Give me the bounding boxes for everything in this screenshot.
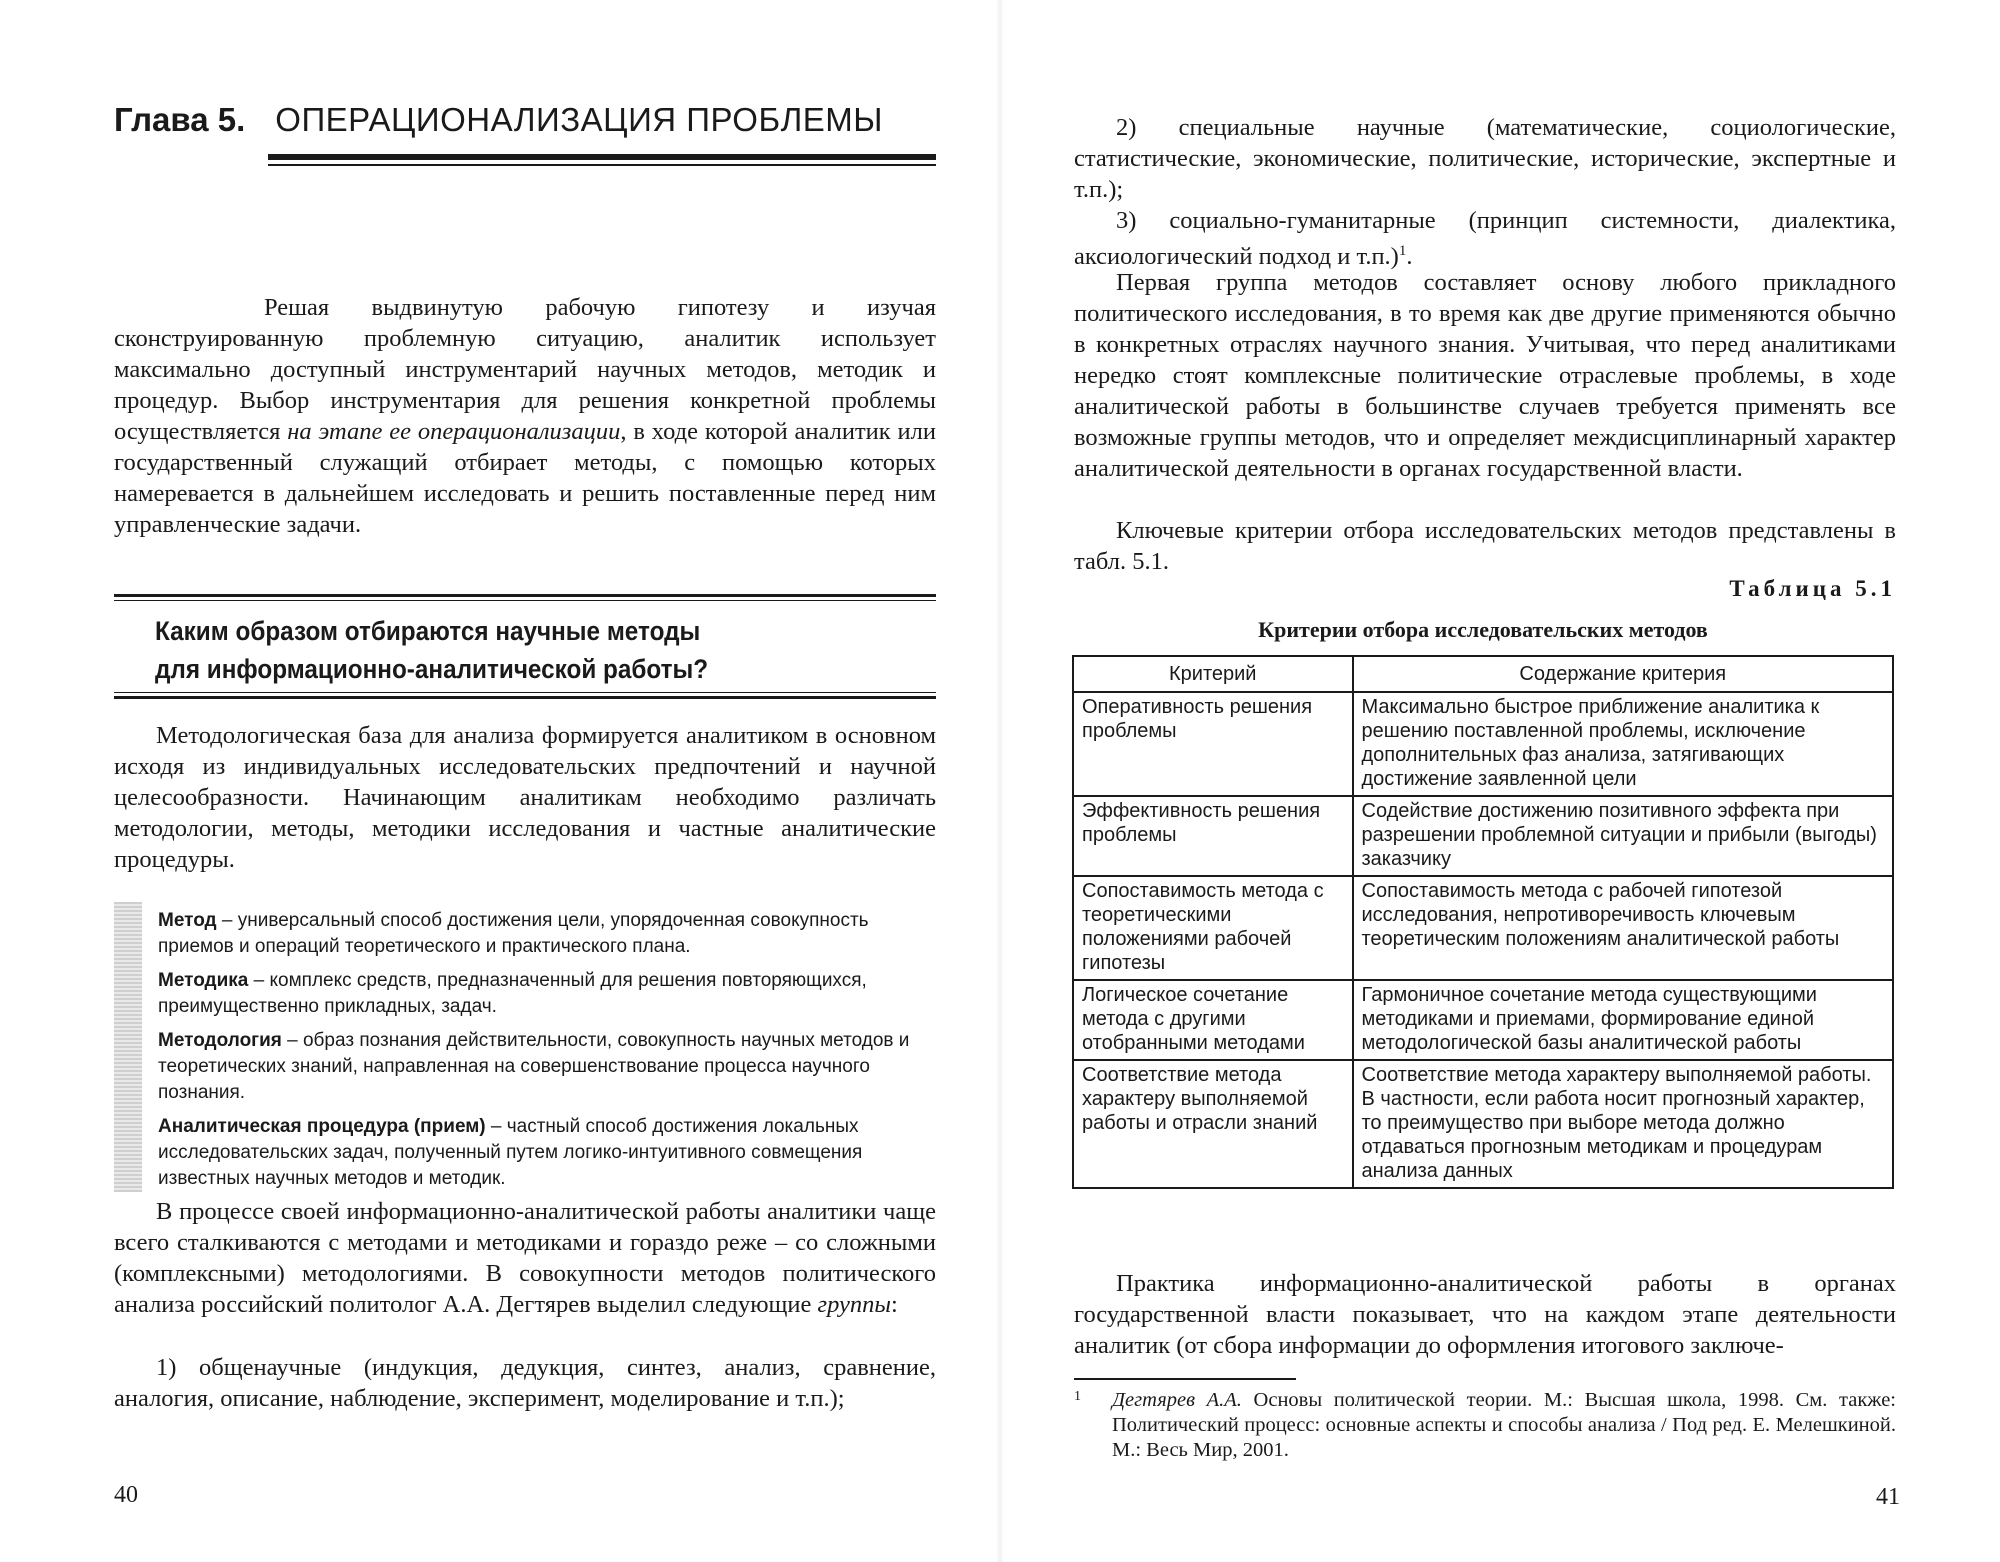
definition-text: – образ познания действительности, совокупность научных методов и теоретических знаний, направленная на совершенствование процесса научного познания. [158,1030,910,1103]
groups-text-b: : [890,1291,898,1318]
definition-term: Метод [158,910,217,931]
table-cell-content: Соответствие метода характеру выполняемой работы. В частности, если работа носит прогнозный характер, то преимущество при выборе метода должно отдаваться прогнозным методикам и процедурам анализа данных [1353,1060,1894,1188]
section-rule-bottom-thick [114,696,936,699]
list-item-general: 1) общенаучные (индукция, дедукция, синтез, анализ, сравнение, аналогия, описание, наблюдение, эксперимент, моделирование и т.п.); [114,1354,936,1412]
table-cell-content: Содействие достижению позитивного эффекта при разрешении проблемной ситуации и прибыли (выгоды) заказчику [1353,796,1894,876]
definition-text: – универсальный способ достижения цели, упорядоченная совокупность приемов и операций теоретического и практического плана. [158,910,869,957]
methodology-paragraph: Методологическая база для анализа формируется аналитиком в основном исходя из индивидуальных исследовательских предпочтений и научной целесообразности. Начинающим аналитикам необходимо различать методологии, методы, методики исследования и частные аналитические процедуры. [114,722,936,873]
table-cell-criterion: Сопоставимость метода с теоретическими положениями рабочей гипотезы [1073,876,1353,980]
footnote-mark: 1 [1074,1389,1081,1404]
section-heading-line2: для информационно-аналитической работы? [155,654,709,684]
definition-term: Методика [158,970,249,991]
criteria-table [1072,655,1894,1189]
chapter-title: ОПЕРАЦИОНАЛИЗАЦИЯ ПРОБЛЕМЫ [275,101,884,138]
section-rule-bottom-thin [114,692,936,693]
section-heading-line1: Каким образом отбираются научные методы [155,616,701,646]
definition-text: – комплекс средств, предназначенный для решения повторяющихся, преимущественно прикладных, задач. [158,970,867,1017]
table-caption: Критерии отбора исследовательских методов [1258,617,1708,642]
intro-text-a: Решая выдвинутую рабочую гипотезу и изучая сконструированную проблемную ситуацию, аналитик использует максимально доступный инструментарий научных методов, методик и процедур. Выбор инструментария для решения конкретной проблемы осуществляется [114,294,936,445]
table-row [1073,796,1893,876]
footnote-author: Дегтярев А.А. [1112,1389,1242,1411]
chapter-rule-thin [268,164,936,166]
table-cell-criterion: Логическое сочетание метода с другими отобранными методами [1073,980,1353,1060]
section-heading [155,612,839,688]
page-number-left: 40 [114,1482,138,1508]
list-item-humanitarian-end: . [1406,243,1413,271]
footnote-text: Основы политической теории. М.: Высшая школа, 1998. См. также: Политический процесс: основные аспекты и способы анализа / Под ред. Е. Мелешкиной. М.: Весь Мир, 2001. [1112,1389,1896,1461]
section-rule-top-thin [114,600,936,601]
intro-emphasis: на этапе ее операционализации [287,418,621,445]
definitions-side-bar [114,902,142,1192]
definition-methodology [158,1028,936,1106]
footnote-body [1074,1388,1896,1463]
chapter-number: Глава 5. [114,101,246,138]
definition-method [158,908,936,960]
table-header-row [1073,656,1893,692]
right-page [1000,0,2000,1562]
table-row [1073,980,1893,1060]
table-label: Таблица 5.1 [1729,576,1896,601]
groups-text-a: В процессе своей информационно-аналитической работы аналитики чаще всего сталкиваются с методами и методиками и гораздо реже – со сложными (комплексными) методологиями. В совокупности методов политического анализа российский политолог А.А. Дегтярев выделил следующие [114,1198,936,1318]
table-row [1073,1060,1893,1188]
page-number-right: 41 [1876,1484,1900,1510]
intro-text-b: , в ходе которой аналитик или государственный служащий отбирает методы, с помощью которых намеревается в дальнейшем исследовать и решить поставленные перед ним управленческие задачи. [114,418,936,538]
list-item-special: 2) специальные научные (математические, социологические, статистические, экономические, политические, исторические, экспертные и т.п.); [1074,114,1896,203]
table-row [1073,692,1893,796]
practice-paragraph: Практика информационно-аналитической работы в органах государственной власти показывает, что на каждом этапе деятельности аналитик (от сбора информации до оформления итогового заключе- [1074,1270,1896,1359]
footnote-reference[interactable]: 1 [1398,243,1407,259]
definition-text: – частный способ достижения локальных исследовательских задач, полученный путем логико-интуитивного совмещения известных научных методов и методик. [158,1116,863,1189]
table-cell-criterion: Соответствие метода характеру выполняемой работы и отрасли знаний [1073,1060,1353,1188]
table-cell-criterion: Оперативность решения проблемы [1073,692,1353,796]
chapter-rule-thick [268,154,936,160]
definition-term: Методология [158,1030,282,1051]
list-item-humanitarian [1074,205,1896,272]
list-item-humanitarian-text: 3) социально-гуманитарные (принцип системности, диалектика, аксиологический подход и т.п.) [1074,207,1896,271]
table-header-criterion: Критерий [1073,656,1353,692]
intro-paragraph [114,292,936,540]
table-cell-content: Гармоничное сочетание метода существующими методиками и приемами, формирование единой методологической базы аналитической работы [1353,980,1894,1060]
definition-technique [158,968,936,1020]
definition-term: Аналитическая процедура (прием) [158,1116,486,1137]
groups-paragraph [114,1196,936,1320]
table-cell-content: Максимально быстрое приближение аналитика к решению поставленной проблемы, исключение дополнительных фаз анализа, затягивающих достижение заявленной цели [1353,692,1894,796]
footnote [1074,1388,1896,1463]
groups-emphasis: группы [817,1291,891,1318]
table-cell-content: Сопоставимость метода с рабочей гипотезой исследования, непротиворечивость ключевым теоретическим положениям аналитической работы [1353,876,1894,980]
table-header-content: Содержание критерия [1353,656,1894,692]
table-reference-paragraph: Ключевые критерии отбора исследовательских методов представлены в табл. 5.1. [1074,517,1896,575]
definition-procedure [158,1114,936,1192]
table-cell-criterion: Эффективность решения проблемы [1073,796,1353,876]
table-row [1073,876,1893,980]
footnote-rule [1074,1378,1296,1380]
chapter-heading [114,100,883,141]
groups-usage-paragraph: Первая группа методов составляет основу любого прикладного политического исследования, в то время как две другие применяются обычно в конкретных отраслях научного знания. Учитывая, что перед аналитиками нередко стоят комплексные политические отраслевые проблемы, в ходе аналитической работы в большинстве случаев требуется применять все возможные группы методов, что и определяет междисциплинарный характер аналитической деятельности в органах государственной власти. [1074,269,1896,482]
section-rule-top-thick [114,594,936,597]
